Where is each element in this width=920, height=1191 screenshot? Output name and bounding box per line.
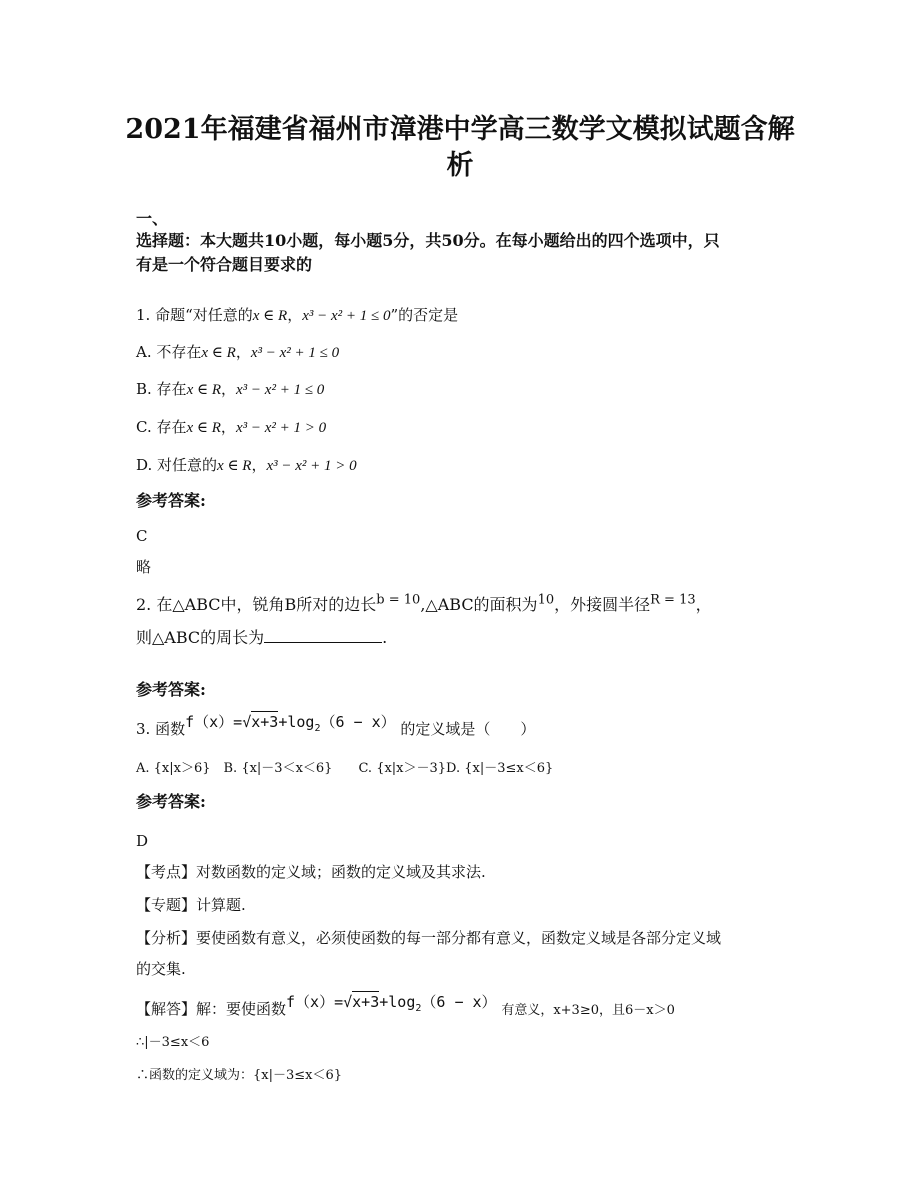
q1-answer: C [136, 527, 148, 545]
q2-line2 [136, 625, 387, 648]
q3-options: A. {x|x＞6} B. {x|－3＜x＜6} C. {x|x＞－3}D. {x|－3≤x＜6} [136, 761, 554, 776]
q3-suffix: 的定义域是（ ） [400, 720, 536, 738]
q2-radius-value: R = 13 [650, 592, 696, 608]
q1-expr: x³ − x² + 1 ≤ 0 [302, 308, 391, 324]
q2-part2: ,△ABC的面积为 [420, 595, 538, 614]
q1-option-a-label: A. 不存在 [136, 343, 202, 361]
q1-option-a-cond: x ∈ R [201, 345, 236, 361]
q1-option-d-cond: x ∈ R [217, 458, 252, 474]
q1-option-b-expr: x³ − x² + 1 ≤ 0 [236, 382, 325, 398]
q3-fenxi-line1: 【分析】要使函数有意义，必须使函数的每一部分都有意义，函数定义域是各部分定义域 [136, 929, 722, 947]
q2-part4: ， [695, 595, 712, 614]
q3-jieda-sqrt: x+3 [352, 993, 380, 1011]
q3-jieda-suffix: 有意义，x+3≥0，且6－x＞0 [501, 1003, 675, 1018]
q2-answer-blank[interactable] [264, 628, 382, 643]
q3-log-arg: （6 − x） [320, 713, 396, 731]
q1-option-c-label: C. 存在 [136, 418, 187, 436]
q3-log: +log [278, 713, 315, 731]
q1-option-d-expr: x³ − x² + 1 > 0 [266, 458, 357, 474]
q1-answer-label: 参考答案: [136, 491, 206, 510]
q3-kaodian: 【考点】对数函数的定义域；函数的定义域及其求法. [136, 863, 486, 881]
q1-option-a: A. 不存在x ∈ R，x³ − x² + 1 ≤ 0 [136, 343, 340, 361]
q3-jieda-formula: $f(x)=√x+3+\log_2(6 - x)$ [286, 993, 497, 1014]
q3-stem [136, 713, 536, 741]
q2-stem [136, 592, 712, 615]
q2-line2-suffix: . [382, 628, 388, 647]
q3-jieda-log-arg: （6 − x） [421, 993, 497, 1011]
q2-b-value: b = 10 [376, 592, 421, 608]
q3-fenxi-line2: 的交集. [136, 960, 186, 978]
q2-part3: ，外接圆半径 [554, 595, 651, 614]
q3-step1: ∴|－3≤x＜6 [136, 1035, 210, 1050]
q3-jieda-log: +log [379, 993, 416, 1011]
page-title-line1: 2021年福建省福州市漳港中学高三数学文模拟试题含解 [125, 114, 795, 145]
q1-option-a-expr: x³ − x² + 1 ≤ 0 [250, 345, 340, 361]
q1-option-d-label: D. 对任意的 [136, 456, 218, 474]
q3-sqrt: x+3 [251, 713, 279, 731]
q3-log-base: 2 [314, 723, 321, 734]
q3-formula: $f(x)=√x+3+\log_2(6 - x)$ [185, 713, 396, 734]
section-header-line1: 选择题：本大题共10小题，每小题5分，共50分。在每小题给出的四个选项中，只 [136, 231, 720, 250]
q1-option-c-cond: x ∈ R [186, 420, 221, 436]
q2-answer-label: 参考答案: [136, 680, 206, 699]
q3-step2: ∴函数的定义域为：{x|－3≤x＜6} [136, 1068, 343, 1083]
q1-stem-prefix: 1. 命题“对任意的 [136, 306, 253, 324]
q1-comma: ， [287, 306, 303, 324]
q3-jieda-prefix: 【解答】解：要使函数 [136, 1000, 287, 1018]
section-number: 一、 [136, 209, 169, 228]
q1-option-b: B. 存在x ∈ R，x³ − x² + 1 ≤ 0 [136, 380, 325, 398]
q3-answer-label: 参考答案: [136, 792, 206, 811]
q1-note: 略 [136, 558, 152, 576]
q1-stem-suffix: ”的否定是 [390, 306, 459, 324]
q3-jieda-fx: f（x）= [286, 993, 344, 1011]
q3-prefix: 3. 函数 [136, 720, 186, 738]
q3-fx: f（x）= [185, 713, 243, 731]
q3-jieda-log-base: 2 [415, 1003, 422, 1014]
page-title-line2: 析 [446, 150, 474, 181]
q1-option-c-expr: x³ − x² + 1 > 0 [235, 420, 327, 436]
q1-option-b-label: B. 存在 [136, 380, 187, 398]
q3-zhuanti: 【专题】计算题. [136, 896, 246, 914]
q1-cond: x ∈ R [252, 308, 288, 324]
q1-option-c: C. 存在x ∈ R，x³ − x² + 1 > 0 [136, 418, 327, 436]
q2-part1: 2. 在△ABC中，锐角B所对的边长 [136, 595, 377, 614]
section-header-line2: 有是一个符合题目要求的 [136, 255, 313, 274]
q3-answer: D [136, 832, 149, 850]
q1-stem [136, 304, 458, 325]
q1-option-d: D. 对任意的x ∈ R，x³ − x² + 1 > 0 [136, 456, 357, 474]
q3-jieda [136, 993, 675, 1021]
q1-option-b-cond: x ∈ R [186, 382, 221, 398]
q2-line2-prefix: 则△ABC的周长为 [136, 628, 265, 647]
q2-area-value: 10 [537, 592, 555, 608]
